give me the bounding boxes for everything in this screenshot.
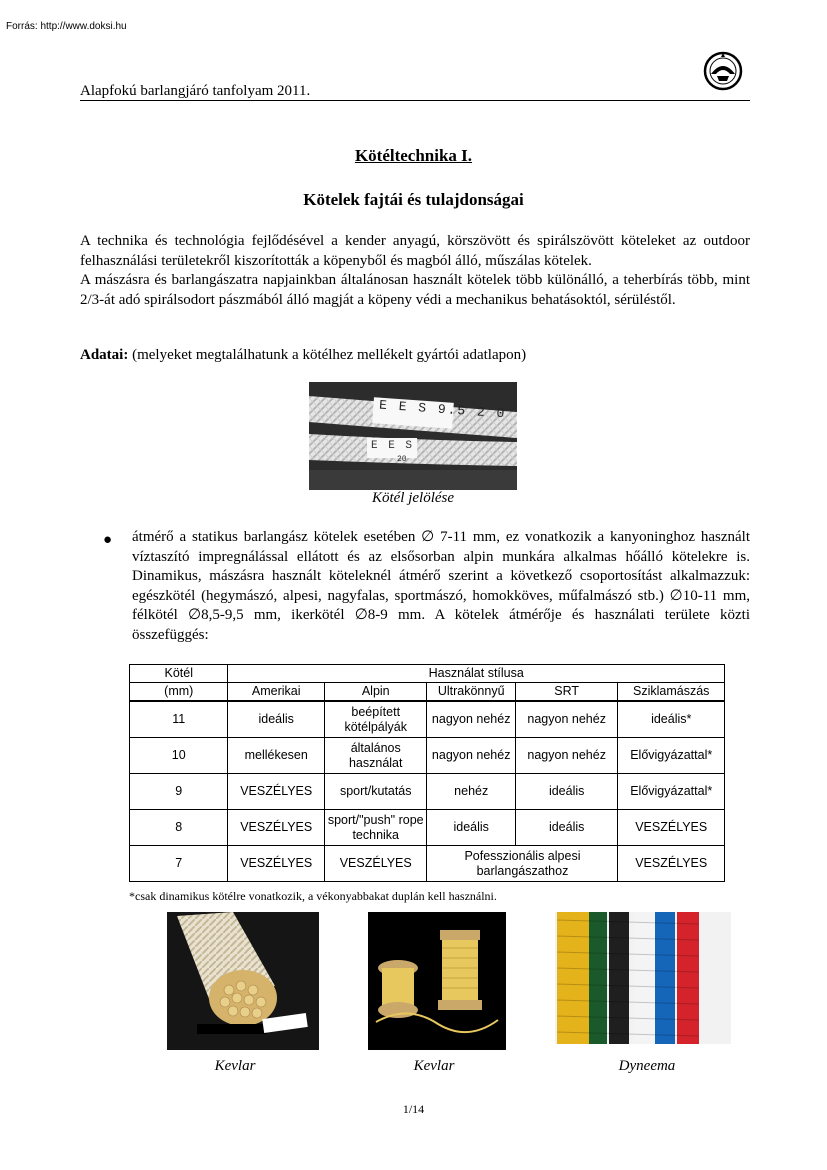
table-header-row bbox=[130, 683, 725, 702]
table-cell: VESZÉLYES bbox=[618, 810, 725, 846]
header-cell: (mm) bbox=[130, 683, 228, 702]
intro-paragraph-2: A mászásra és barlangászatra napjainkban általánosan használt kötelek több különálló, a teherbírás több, mint 2/3-át adó spirálsodort pászmából álló magját a köpeny védi a mechanikus behatásoktól, sérüléstől. bbox=[80, 272, 750, 308]
adatai-line bbox=[80, 346, 750, 366]
table-cell: 8 bbox=[130, 810, 228, 846]
rope-marking-text-3: 20 bbox=[397, 455, 407, 464]
header-rule bbox=[80, 100, 750, 101]
bullet-icon: ● bbox=[103, 532, 113, 548]
table-header-row bbox=[130, 665, 725, 683]
table-cell: VESZÉLYES bbox=[324, 846, 427, 882]
table-cell: VESZÉLYES bbox=[228, 846, 324, 882]
bullet-text: átmérő a statikus barlangász kötelek esetében ∅ 7-11 mm, ez vonatkozik a kanyoninghoz használt víztaszító impregnálással ellátott és az elsősorban alpin munkára alkalmas hőálló kötelekre is. Dinamikus, mászásra használt köteleknél átmérő szerint a következő csoportosítást alkalmazzuk: egészkötél (hegymászó, alpesi, nagyfalas, sportmászó, homokköves, műfalmászó stb.) ∅10-11 mm, félkötél ∅8,5-9,5 mm, ikerkötél ∅8-9 mm. A kötelek átmérője és használati területe közti összefüggés: bbox=[132, 529, 750, 643]
table-cell: sport/"push" rope technika bbox=[324, 810, 427, 846]
intro-paragraph-1: A technika és technológia fejlődésével a kender anyagú, körszövött és spirálszövött köteleket az outdoor felhasználási területekről kiszorították a köpenyből és magból álló, műszálas kötelek. bbox=[80, 233, 750, 269]
table-cell: 9 bbox=[130, 774, 228, 810]
photo-caption-marking: Kötél jelölése bbox=[371, 490, 455, 506]
header-cell: Ultrakönnyű bbox=[427, 683, 515, 702]
header-cell: Sziklamászás bbox=[618, 683, 725, 702]
club-logo-icon bbox=[703, 50, 743, 92]
table-cell: ideális* bbox=[618, 701, 725, 738]
table-cell: 7 bbox=[130, 846, 228, 882]
table-cell: ideális bbox=[515, 810, 618, 846]
photo-caption-dyneema: Dyneema bbox=[618, 1058, 676, 1074]
kevlar-rope-photo bbox=[167, 912, 319, 1050]
dyneema-ropes-photo bbox=[555, 912, 731, 1044]
table-row bbox=[130, 810, 725, 846]
photo-caption-kevlar-2: Kevlar bbox=[413, 1058, 455, 1074]
rope-marking-photo bbox=[309, 382, 517, 490]
table-cell: Elővigyázattal* bbox=[618, 738, 725, 774]
table-row bbox=[130, 701, 725, 738]
photo-caption-kevlar-1: Kevlar bbox=[214, 1058, 256, 1074]
header-cell: Alpin bbox=[324, 683, 427, 702]
table-row bbox=[130, 846, 725, 882]
rope-marking-text-2: E E S bbox=[371, 440, 415, 452]
table-cell: mellékesen bbox=[228, 738, 324, 774]
header-cell: Kötél bbox=[130, 665, 228, 683]
source-line: Forrás: http://www.doksi.hu bbox=[6, 21, 127, 32]
table-footnote: *csak dinamikus kötélre vonatkozik, a vékonyabbakat duplán kell használni. bbox=[129, 889, 497, 903]
table-row bbox=[130, 774, 725, 810]
table-cell: általános használat bbox=[324, 738, 427, 774]
table-cell: VESZÉLYES bbox=[618, 846, 725, 882]
page-number: 1/14 bbox=[402, 1102, 425, 1116]
table-cell: 10 bbox=[130, 738, 228, 774]
rope-marking-text: E E S 9.5 2 0 bbox=[378, 397, 507, 422]
table-cell: ideális bbox=[427, 810, 515, 846]
adatai-text: (melyeket megtalálhatunk a kötélhez mellékelt gyártói adatlapon) bbox=[128, 347, 527, 363]
table-cell: Elővigyázattal* bbox=[618, 774, 725, 810]
table-cell: VESZÉLYES bbox=[228, 774, 324, 810]
adatai-label: Adatai: bbox=[80, 347, 129, 363]
table-cell: sport/kutatás bbox=[324, 774, 427, 810]
header-cell: Amerikai bbox=[228, 683, 324, 702]
table-cell-merged: Pofesszionális alpesi barlangászathoz bbox=[427, 846, 618, 882]
page-title: Kötéltechnika I. bbox=[354, 146, 473, 165]
table-cell: nehéz bbox=[427, 774, 515, 810]
table-cell: VESZÉLYES bbox=[228, 810, 324, 846]
rope-usage-table bbox=[129, 664, 725, 882]
table-cell: nagyon nehéz bbox=[515, 738, 618, 774]
table-cell: 11 bbox=[130, 701, 228, 738]
page-header-text: Alapfokú barlangjáró tanfolyam 2011. bbox=[80, 83, 311, 99]
table-cell: ideális bbox=[228, 701, 324, 738]
table-cell: ideális bbox=[515, 774, 618, 810]
table-cell: nagyon nehéz bbox=[427, 701, 515, 738]
table-cell: nagyon nehéz bbox=[515, 701, 618, 738]
kevlar-spools-photo bbox=[368, 912, 506, 1050]
header-cell: SRT bbox=[515, 683, 618, 702]
section-subtitle: Kötelek fajtái és tulajdonságai bbox=[303, 190, 524, 209]
header-group-cell: Használat stílusa bbox=[228, 665, 725, 683]
table-cell: nagyon nehéz bbox=[427, 738, 515, 774]
table-cell: beépített kötélpályák bbox=[324, 701, 427, 738]
table-row bbox=[130, 738, 725, 774]
